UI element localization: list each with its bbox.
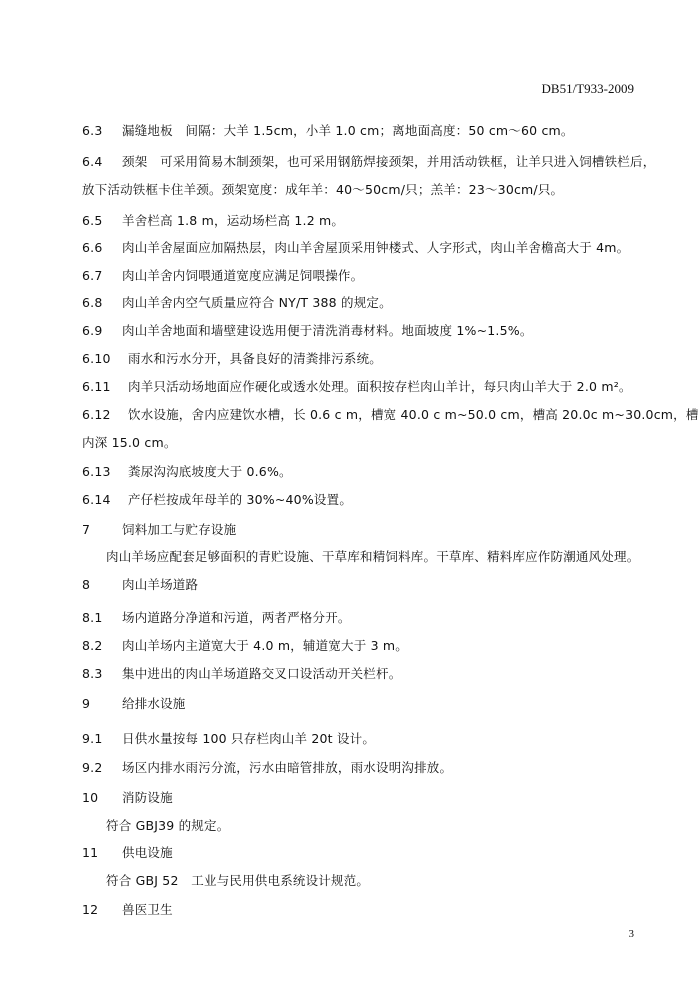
body-line <box>82 321 533 339</box>
clause-number: 8.3 <box>82 666 103 681</box>
clause-text: 符合 GBJ 52 工业与民用供电系统设计规范。 <box>106 873 370 888</box>
body-line <box>82 152 655 170</box>
clause-text: 日供水量按每 100 只存栏肉山羊 20t 设计。 <box>122 731 376 746</box>
clause-number: 6.13 <box>82 464 111 479</box>
body-line <box>82 121 574 139</box>
page-number: 3 <box>628 928 634 940</box>
clause-number: 6.9 <box>82 323 103 338</box>
clause-text: 粪尿沟沟底坡度大于 0.6%。 <box>128 464 292 479</box>
body-line <box>82 788 173 806</box>
clause-number: 6.8 <box>82 295 103 310</box>
body-line <box>82 575 198 593</box>
body-line <box>106 547 639 565</box>
clause-text: 内深 15.0 cm。 <box>82 435 177 450</box>
body-line <box>82 490 352 508</box>
clause-number: 8.1 <box>82 610 103 625</box>
clause-number: 6.3 <box>82 123 103 138</box>
clause-text: 肉羊只活动场地面应作硬化或透水处理。面积按存栏肉山羊计，每只肉山羊大于 2.0 m²。 <box>128 379 632 394</box>
clause-text: 饲料加工与贮存设施 <box>122 522 237 537</box>
clause-number: 8 <box>82 577 91 592</box>
clause-text: 饮水设施，舍内应建饮水槽，长 0.6 c m，槽宽 40.0 c m~50.0 cm，槽高 20.0c m~30.0cm，槽 <box>128 407 699 422</box>
clause-text: 消防设施 <box>122 790 173 805</box>
clause-text: 漏缝地板 间隔：大羊 1.5cm，小羊 1.0 cm；离地面高度：50 cm～60 cm。 <box>122 123 574 138</box>
clause-text: 雨水和污水分开，具备良好的清粪排污系统。 <box>128 351 383 366</box>
clause-text: 肉山羊舍内饲喂通道宽度应满足饲喂操作。 <box>122 268 364 283</box>
clause-text: 肉山羊舍内空气质量应符合 NY/T 388 的规定。 <box>122 295 392 310</box>
body-line <box>82 462 292 480</box>
body-line <box>82 433 177 451</box>
clause-text: 场内道路分净道和污道，两者严格分开。 <box>122 610 351 625</box>
body-line <box>106 871 369 889</box>
body-line <box>82 180 563 198</box>
body-line <box>82 293 392 311</box>
clause-number: 9.1 <box>82 731 103 746</box>
clause-number: 6.6 <box>82 240 103 255</box>
body-line <box>82 349 382 367</box>
body-line <box>82 636 408 654</box>
clause-text: 符合 GBJ39 的规定。 <box>106 818 230 833</box>
body-line <box>82 266 363 284</box>
clause-number: 6.4 <box>82 154 103 169</box>
body-line <box>82 608 351 626</box>
standard-code: DB51/T933-2009 <box>541 81 634 96</box>
clause-text: 产仔栏按成年母羊的 30%~40%设置。 <box>128 492 353 507</box>
clause-text: 集中进出的肉山羊场道路交叉口设活动开关栏杆。 <box>122 666 402 681</box>
clause-text: 肉山羊舍地面和墙壁建设选用便于清洗消毒材料。地面坡度 1%~1.5%。 <box>122 323 533 338</box>
clause-number: 11 <box>82 845 99 860</box>
body-line <box>82 211 344 229</box>
clause-text: 肉山羊场内主道宽大于 4.0 m，辅道宽大于 3 m。 <box>122 638 408 653</box>
clause-text: 肉山羊场道路 <box>122 577 199 592</box>
clause-text: 供电设施 <box>122 845 173 860</box>
clause-text: 兽医卫生 <box>122 902 173 917</box>
body-line <box>82 520 236 538</box>
clause-text: 放下活动铁框卡住羊颈。颈架宽度：成年羊：40～50cm/只；羔羊：23～30cm/只。 <box>82 182 564 197</box>
clause-number: 6.7 <box>82 268 103 283</box>
body-line <box>82 900 173 918</box>
body-line <box>82 238 629 256</box>
clause-number: 10 <box>82 790 99 805</box>
clause-number: 6.11 <box>82 379 111 394</box>
clause-number: 12 <box>82 902 99 917</box>
body-line <box>82 694 186 712</box>
body-line <box>82 405 699 423</box>
clause-number: 9 <box>82 696 91 711</box>
clause-number: 7 <box>82 522 91 537</box>
clause-number: 6.14 <box>82 492 111 507</box>
clause-text: 羊舍栏高 1.8 m，运动场栏高 1.2 m。 <box>122 213 345 228</box>
clause-number: 8.2 <box>82 638 103 653</box>
body-line <box>82 843 173 861</box>
body-line <box>82 664 401 682</box>
body-line <box>106 816 229 834</box>
clause-number: 6.10 <box>82 351 111 366</box>
body-line <box>82 758 452 776</box>
body-line <box>82 377 632 395</box>
clause-text: 给排水设施 <box>122 696 186 711</box>
clause-number: 9.2 <box>82 760 103 775</box>
clause-number: 6.12 <box>82 407 111 422</box>
clause-text: 颈架 可采用简易木制颈架，也可采用钢筋焊接颈架，并用活动铁框，让羊只进入饲槽铁栏后， <box>122 154 656 169</box>
body-line <box>82 729 375 747</box>
clause-text: 肉山羊舍屋面应加隔热层，肉山羊舍屋顶采用钟楼式、人字形式，肉山羊舍檐高大于 4m。 <box>122 240 630 255</box>
clause-text: 肉山羊场应配套足够面积的青贮设施、干草库和精饲料库。干草库、精料库应作防潮通风处理。 <box>106 549 640 564</box>
clause-number: 6.5 <box>82 213 103 228</box>
clause-text: 场区内排水雨污分流，污水由暗管排放，雨水设明沟排放。 <box>122 760 453 775</box>
